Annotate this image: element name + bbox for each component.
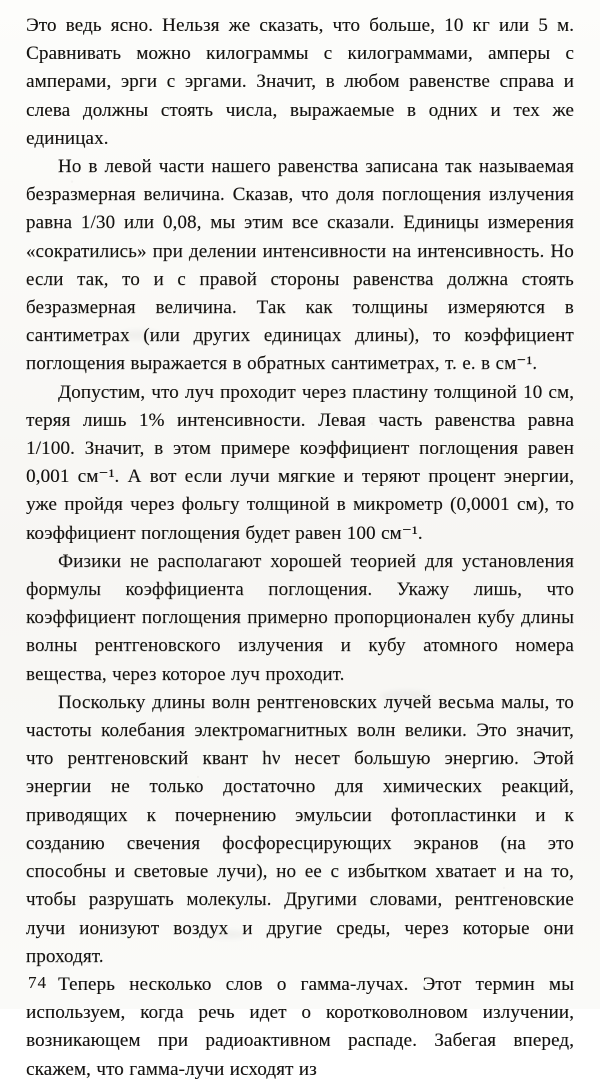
page-number: 74 <box>28 973 47 992</box>
paragraph-4: Физики не располагают хорошей теорией для установления формулы коэффициента поглощения. Укажу лишь, что коэффициент поглощения примерно пропорционален кубу длины волны рентгеновского излучения и кубу атомного номера вещества, через которое луч проходит. <box>26 550 574 685</box>
paragraph-6: Теперь несколько слов о гамма-лучах. Этот термин мы используем, когда речь идет о коротковолновом излучении, возникающем при радиоактивном распаде. Забегая вперед, скажем, что гамма-лучи исходят из <box>26 973 574 1080</box>
paragraph-2: Но в левой части нашего равенства записана так называемая безразмерная величина. Сказав, что доля поглощения излучения равна 1/30 или 0,08, мы этим все сказали. Единицы измерения «сократились» при делении интенсивности на интенсивность. Но если так, то и с правой стороны равенства должна стоять безразмерная величина. Так как толщины измеряются в сантиметрах (или других единицах длины), то коэффициент поглощения выражается в обратных сантиметрах, т. е. в см⁻¹. <box>26 156 574 375</box>
paragraph-5: Поскольку длины волн рентгеновских лучей весьма малы, то частоты колебания электромагнитных волн велики. Это значит, что рентгеновский квант hν несет большую энергию. Этой энергии не только достаточно для химических реакций, приводящих к почернению эмульсии фотопластинки и к созданию свечения фосфоресцирующих экранов (на это способны и световые лучи), но ее с избытком хватает и на то, чтобы разрушать молекулы. Другими словами, рентгеновские лучи ионизуют воздух и другие среды, через которые они проходят. <box>26 691 574 967</box>
page-text-column <box>26 12 574 1084</box>
paragraph-1: Это ведь ясно. Нельзя же сказать, что больше, 10 кг или 5 м. Сравнивать можно килограммы с килограммами, амперы с амперами, эрги с эргами. Значит, в любом равенстве справа и слева должны стоять числа, выражаемые в одних и тех же единицах. <box>26 15 574 149</box>
paragraph-3: Допустим, что луч проходит через пластину толщиной 10 см, теряя лишь 1% интенсивности. Левая часть равенства равна 1/100. Значит, в этом примере коэффициент поглощения равен 0,001 см⁻¹. А вот если лучи мягкие и теряют процент энергии, уже пройдя через фольгу толщиной в микрометр (0,0001 см), то коэффициент поглощения будет равен 100 см⁻¹. <box>26 381 574 544</box>
